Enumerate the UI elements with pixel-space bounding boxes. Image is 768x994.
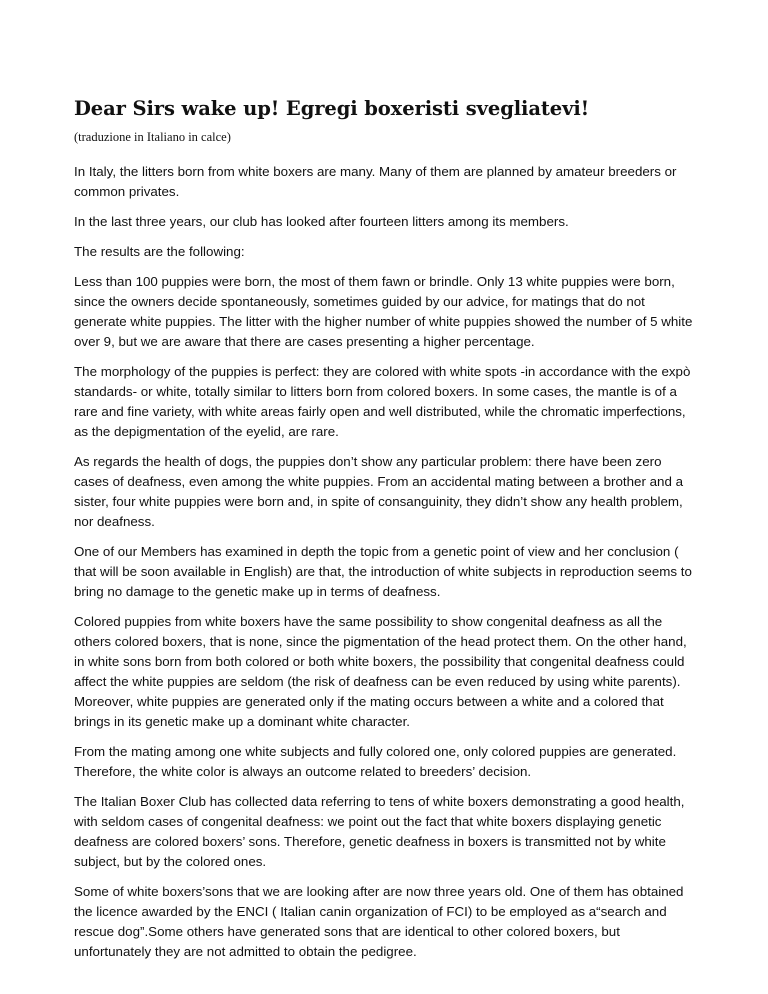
paragraph-mating: From the mating among one white subjects and fully colored one, only colored puppies are generated. Therefore, the white color is always an outcome related to breeders’ decision. (74, 744, 677, 779)
paragraph-intro: In Italy, the litters born from white boxers are many. Many of them are planned by amateur breeders or common privates. (74, 164, 677, 199)
paragraph-puppies-born: Less than 100 puppies were born, the most of them fawn or brindle. Only 13 white puppies were born, since the owners decide spontaneously, sometimes guided by our advice, for matings that do not generate white puppies. The litter with the higher number of white puppies showed the number of 5 white over 9, but we are aware that there are cases presenting a higher percentage. (74, 274, 693, 349)
document-title: Dear Sirs wake up! Egregi boxeristi svegliatevi! (74, 97, 590, 120)
paragraph-results-heading: The results are the following: (74, 244, 245, 259)
paragraph-sons: Some of white boxers’sons that we are looking after are now three years old. One of them has obtained the licence awarded by the ENCI ( Italian canin organization of FCI) to be employed as a“search and rescue dog”.Some others have generated sons that are identical to other colored boxers, but unfortunately they are not admitted to obtain the pedigree. (74, 884, 684, 959)
document-page (74, 96, 698, 972)
paragraph-genetic-study: One of our Members has examined in depth the topic from a genetic point of view and her conclusion ( that will be soon available in English) are that, the introduction of white subjects in reproduction seems to bring no damage to the genetic make up in terms of deafness. (74, 544, 692, 599)
paragraph-colored-puppies: Colored puppies from white boxers have the same possibility to show congenital deafness as all the others colored boxers, that is none, since the pigmentation of the head protect them. On the other hand, in white sons born from both colored or both white boxers, the possibility that congenital deafness could affect the white puppies are seldom (the risk of deafness can be even reduced by using white parents). Moreover, white puppies are generated only if the mating occurs between a white and a colored that brings in its genetic make up a dominant white character. (74, 614, 687, 729)
paragraph-litters: In the last three years, our club has looked after fourteen litters among its members. (74, 214, 569, 229)
paragraph-health: As regards the health of dogs, the puppies don’t show any particular problem: there have been zero cases of deafness, even among the white puppies. From an accidental mating between a brother and a sister, four white puppies were born and, in spite of consanguinity, they didn’t show any health problem, nor deafness. (74, 454, 683, 529)
document-subtitle: (traduzione in Italiano in calce) (74, 130, 231, 144)
paragraph-morphology: The morphology of the puppies is perfect: they are colored with white spots -in accordance with the expò standards- or white, totally similar to litters born from colored boxers. In some cases, the mantle is of a rare and fine variety, with white areas fairly open and well distributed, while the chromatic imperfections, as the depigmentation of the eyelid, are rare. (74, 364, 691, 439)
paragraph-club-data: The Italian Boxer Club has collected data referring to tens of white boxers demonstrating a good health, with seldom cases of congenital deafness: we point out the fact that white boxers displaying genetic deafness are colored boxers’ sons. Therefore, genetic deafness in boxers is transmitted not by white subject, but by the colored ones. (74, 794, 685, 869)
